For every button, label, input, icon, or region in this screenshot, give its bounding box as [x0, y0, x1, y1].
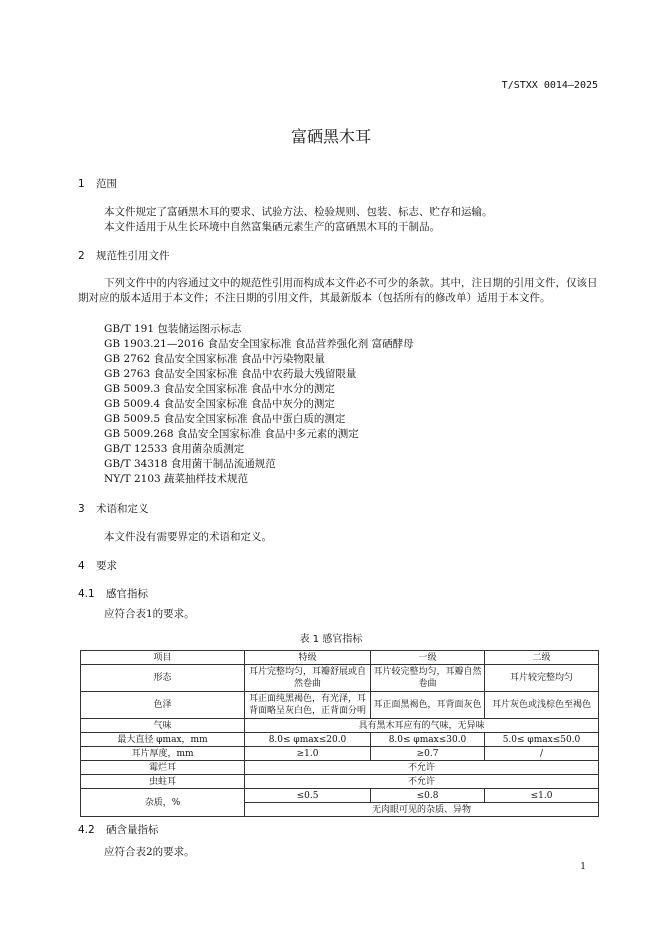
section-number: 4.2 — [78, 824, 95, 836]
reference-item: GB 5009.5 食品安全国家标准 食品中蛋白质的测定 — [104, 413, 346, 425]
reference-item: GB 2763 食品安全国家标准 食品中农药最大残留限量 — [104, 368, 357, 380]
row-label: 色泽 — [81, 692, 245, 719]
table-row — [81, 665, 599, 692]
table-cell: 具有黑木耳应有的气味，无异味 — [245, 719, 599, 733]
section-title: 要求 — [96, 560, 117, 572]
section-title: 感官指标 — [106, 588, 148, 600]
table-1-caption: 表 1 感官指标 — [299, 634, 363, 645]
reference-item: GB 2762 食品安全国家标准 食品中污染物限量 — [104, 353, 325, 365]
section-number: 4.1 — [78, 588, 95, 600]
terms-paragraph: 本文件没有需要界定的术语和定义。 — [104, 531, 272, 543]
table-header-row — [81, 651, 599, 665]
table-cell: 8.0≤ φmax≤30.0 — [371, 733, 485, 747]
section-4-1-heading — [78, 586, 148, 601]
table-cell: 5.0≤ φmax≤50.0 — [485, 733, 599, 747]
section-title: 规范性引用文件 — [96, 250, 170, 262]
row-label: 杂质，% — [81, 789, 245, 817]
table-cell: ≤1.0 — [485, 789, 599, 803]
section-number: 4 — [78, 560, 85, 572]
table-row — [81, 789, 599, 803]
table-cell: 不允许 — [245, 761, 599, 775]
row-label: 虫蛀耳 — [81, 775, 245, 789]
reference-item: GB/T 34318 食用菌干制品流通规范 — [104, 458, 276, 470]
table-cell: 耳片较完整均匀 — [485, 665, 599, 692]
table-cell: 耳片灰色或浅棕色至褐色 — [485, 692, 599, 719]
sensory-paragraph: 应符合表1的要求。 — [104, 608, 195, 620]
row-label: 耳片厚度，mm — [81, 747, 245, 761]
table-cell: 耳片较完整均匀，耳瓣自然卷曲 — [371, 665, 485, 692]
section-2-heading — [78, 248, 170, 263]
table-cell: 不允许 — [245, 775, 599, 789]
row-label: 霉烂耳 — [81, 761, 245, 775]
header-cell: 项目 — [81, 651, 245, 665]
section-number: 1 — [78, 178, 85, 190]
row-label: 气味 — [81, 719, 245, 733]
row-label: 最大直径 φmax，mm — [81, 733, 245, 747]
reference-item: GB 5009.3 食品安全国家标准 食品中水分的测定 — [104, 383, 335, 395]
table-cell: ≥1.0 — [245, 747, 371, 761]
cell-text: 耳正面纯黑褐色，有光泽，耳背面略呈灰白色，正背面分明 — [248, 694, 366, 716]
standard-code: T/STXX 0014—2025 — [501, 80, 598, 91]
row-label: 形态 — [81, 665, 245, 692]
table-cell: ≥0.7 — [371, 747, 485, 761]
reference-item: GB/T 12533 食用菌杂质测定 — [104, 443, 245, 455]
table-row — [81, 733, 599, 747]
section-title: 范围 — [96, 178, 117, 190]
section-3-heading — [78, 501, 149, 516]
document-title: 富硒黑木耳 — [290, 127, 371, 146]
header-cell: 一级 — [371, 651, 485, 665]
table-row — [81, 761, 599, 775]
table-cell: 无肉眼可见的杂质、异物 — [245, 803, 599, 817]
table-cell: ≤0.5 — [245, 789, 371, 803]
section-1-heading — [78, 176, 117, 191]
table-cell — [245, 692, 371, 719]
reference-item: NY/T 2103 蔬菜抽样技术规范 — [104, 473, 249, 485]
selenium-paragraph: 应符合表2的要求。 — [104, 846, 195, 858]
section-number: 2 — [78, 250, 85, 262]
reference-item: GB 5009.268 食品安全国家标准 食品中多元素的测定 — [104, 428, 359, 440]
section-number: 3 — [78, 503, 85, 515]
table-row — [81, 775, 599, 789]
section-4-heading — [78, 558, 117, 573]
reference-item: GB/T 191 包装储运图示标志 — [104, 323, 242, 335]
table-cell: / — [485, 747, 599, 761]
section-title: 硒含量指标 — [106, 824, 159, 836]
table-cell: 耳正面黑褐色，耳背面灰色 — [371, 692, 485, 719]
header-cell: 特级 — [245, 651, 371, 665]
page-number: 1 — [580, 862, 586, 872]
scope-paragraph-1: 本文件规定了富硒黑木耳的要求、试验方法、检验规则、包装、标志、贮存和运输。 — [104, 206, 493, 218]
table-cell: 8.0≤ φmax≤20.0 — [245, 733, 371, 747]
table-cell: 耳片完整均匀，耳瓣舒展或自然卷曲 — [245, 665, 371, 692]
reference-item: GB 1903.21—2016 食品安全国家标准 食品营养强化剂 富硒酵母 — [104, 338, 414, 350]
table-row — [81, 719, 599, 733]
section-4-2-heading — [78, 822, 159, 837]
header-cell: 二级 — [485, 651, 599, 665]
table-cell: ≤0.8 — [371, 789, 485, 803]
table-row — [81, 692, 599, 719]
table-row — [81, 747, 599, 761]
scope-paragraph-2: 本文件适用于从生长环境中自然富集硒元素生产的富硒黑木耳的干制品。 — [104, 221, 440, 233]
section-title: 术语和定义 — [96, 503, 149, 515]
sensory-table — [80, 650, 599, 817]
reference-item: GB 5009.4 食品安全国家标准 食品中灰分的测定 — [104, 398, 335, 410]
references-intro: 下列文件中的内容通过文中的规范性引用而构成本文件必不可少的条款。其中，注日期的引用文件，仅该日期对应的版本适用于本文件；不注日期的引用文件，其最新版本（包括所有的修改单）适用于本文件。 — [78, 277, 598, 304]
